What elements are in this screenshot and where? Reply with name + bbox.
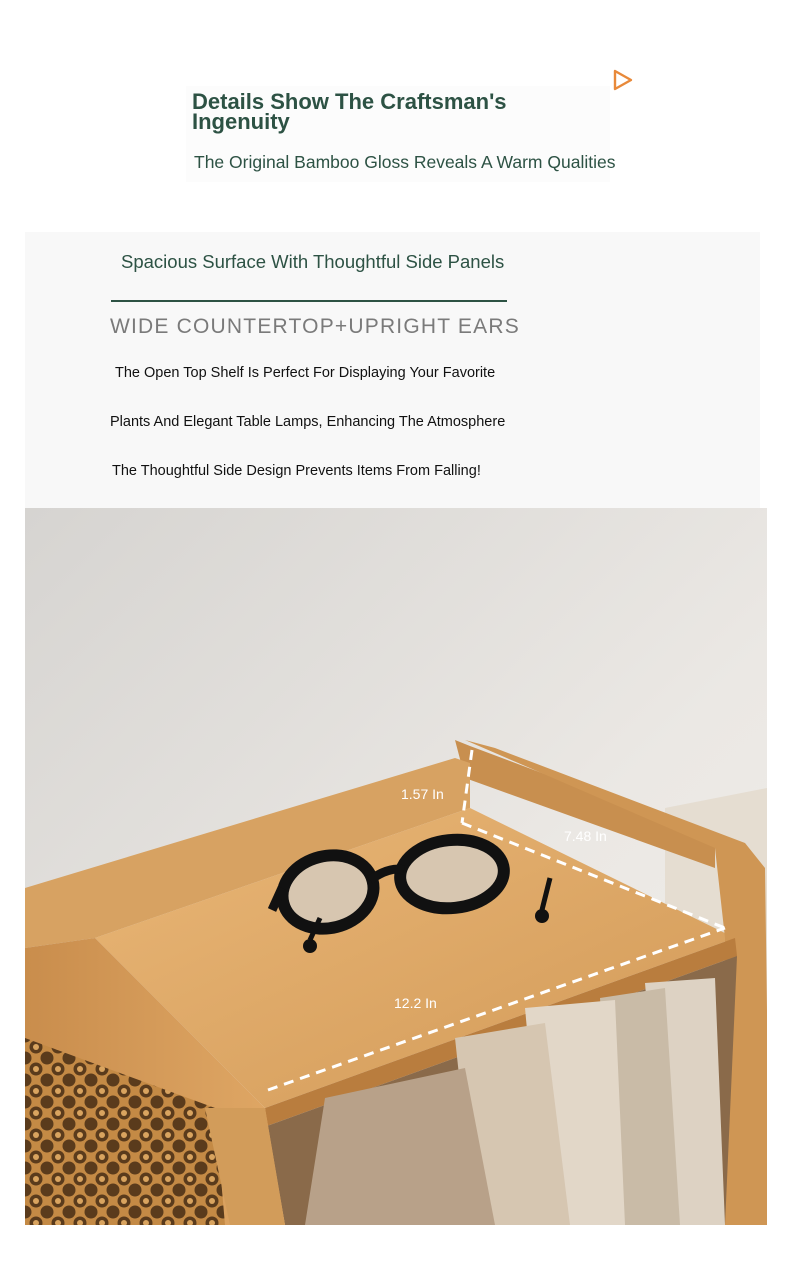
divider — [111, 300, 507, 302]
nightstand-illustration — [25, 508, 767, 1225]
dimension-label-width: 12.2 In — [394, 995, 437, 1011]
page-subtitle: The Original Bamboo Gloss Reveals A Warm Qualities — [194, 152, 616, 172]
feature-caps-title: WIDE COUNTERTOP+UPRIGHT EARS — [110, 315, 520, 338]
page-title: Details Show The Craftsman's Ingenuity — [192, 89, 507, 134]
dimension-label-depth: 7.48 In — [564, 828, 607, 844]
feature-text-line: Plants And Elegant Table Lamps, Enhancing The Atmosphere — [110, 414, 506, 430]
feature-text-line: The Open Top Shelf Is Perfect For Displaying Your Favorite — [115, 365, 496, 381]
dimension-label-height: 1.57 In — [401, 786, 444, 802]
play-icon[interactable] — [611, 68, 635, 92]
feature-text-line: The Thoughtful Side Design Prevents Items From Falling! — [112, 463, 481, 479]
product-photo — [25, 508, 767, 1225]
feature-heading: Spacious Surface With Thoughtful Side Panels — [121, 251, 505, 272]
